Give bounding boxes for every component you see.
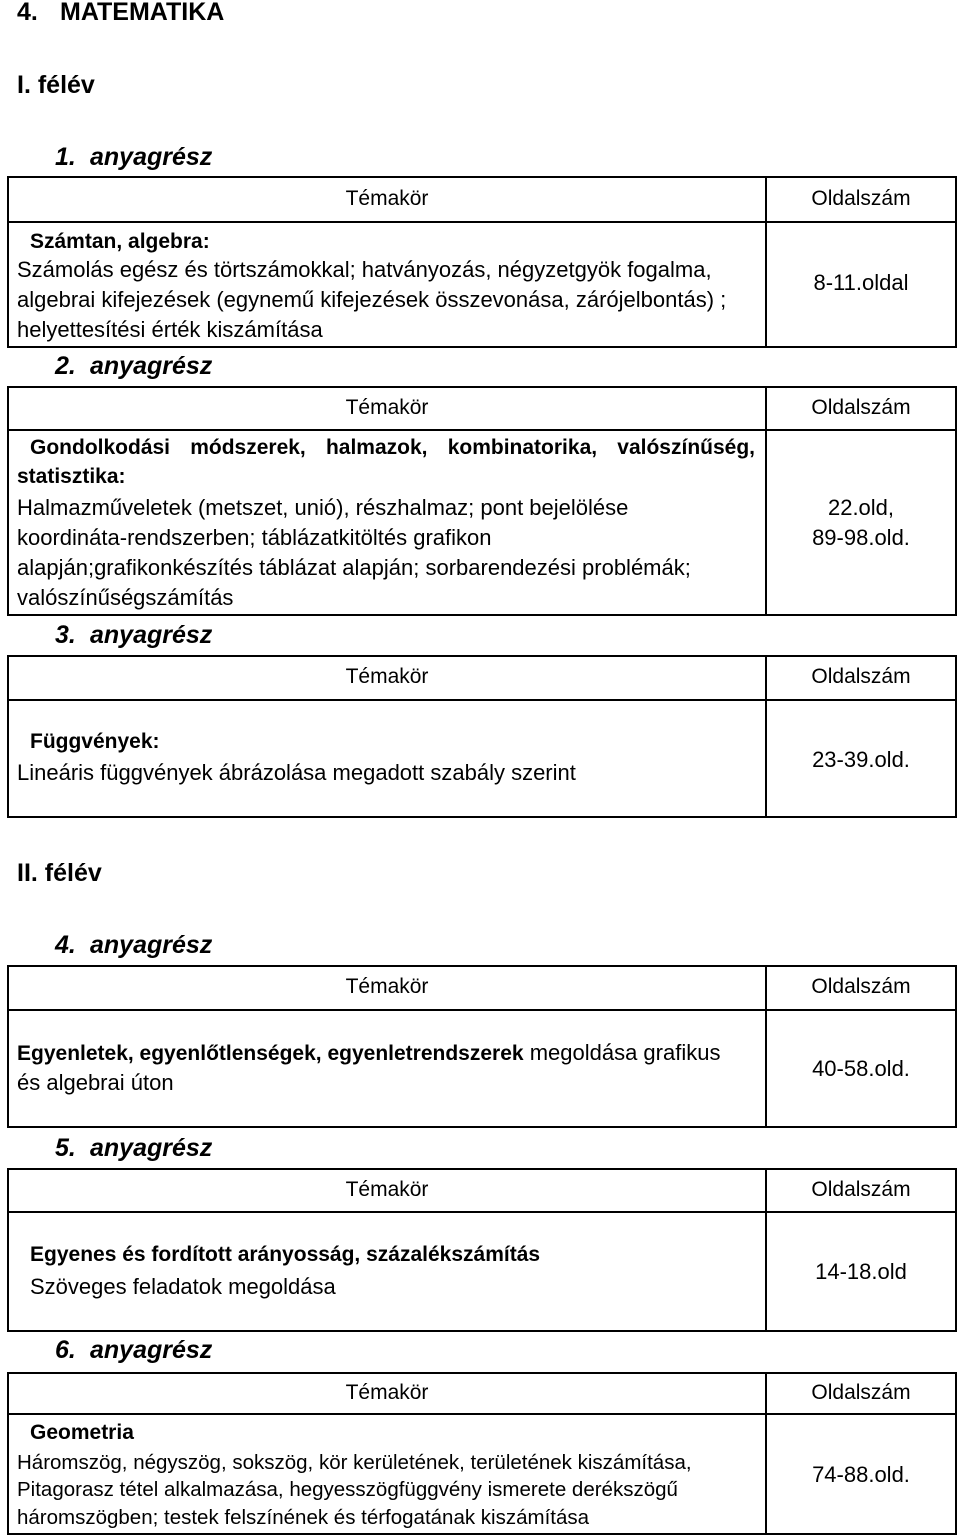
column-header-topic: Témakör: [345, 1178, 429, 1201]
section-heading: [55, 930, 212, 960]
section-heading: [55, 351, 212, 381]
semester-title: II. félév: [17, 859, 102, 887]
section-heading: [55, 1133, 212, 1163]
section-number: 1.: [55, 143, 76, 171]
section-number: 6.: [55, 1336, 76, 1364]
topic-line: Szöveges feladatok megoldása: [30, 1274, 336, 1299]
section-label: anyagrész: [90, 1336, 213, 1364]
topic-line-continuation: megoldása grafikus: [529, 1040, 721, 1065]
topic-table: [7, 965, 957, 1128]
page-reference: 14-18.old: [815, 1259, 907, 1284]
topic-line: helyettesítési érték kiszámítása: [17, 317, 323, 342]
topic-line: Lineáris függvények ábrázolása megadott szabály szerint: [17, 760, 576, 785]
page-reference: 89-98.old.: [812, 525, 910, 550]
topic-title: Geometria: [30, 1421, 134, 1444]
page-reference: 23-39.old.: [812, 747, 910, 772]
header-divider: [9, 1413, 955, 1415]
topic-line: Háromszög, négyszög, sokszög, kör kerületének, területének kiszámítása,: [17, 1451, 692, 1474]
topic-line: koordináta-rendszerben; táblázatkitöltés grafikon: [17, 525, 492, 550]
topic-title: Egyenes és fordított arányosság, százalékszámítás: [30, 1243, 541, 1266]
header-divider: [9, 1211, 955, 1213]
column-header-topic: Témakör: [345, 1381, 429, 1404]
column-header-pages: Oldalszám: [811, 1178, 911, 1201]
chapter-heading: [17, 0, 224, 27]
column-header-pages: Oldalszám: [811, 396, 911, 419]
header-divider: [9, 221, 955, 223]
header-divider: [9, 1009, 955, 1011]
topic-line: Halmazműveletek (metszet, unió), részhalmaz; pont bejelölése: [17, 495, 629, 520]
topic-table: [7, 1372, 957, 1535]
column-header-pages: Oldalszám: [811, 187, 911, 210]
section-label: anyagrész: [90, 352, 213, 380]
header-divider: [9, 429, 955, 431]
topic-line: Pitagorasz tétel alkalmazása, hegyesszögfüggvény ismerete derékszögű: [17, 1478, 678, 1501]
section-number: 5.: [55, 1134, 76, 1162]
topic-line: alapján;grafikonkészítés táblázat alapján; sorbarendezési problémák;: [17, 555, 691, 580]
section-label: anyagrész: [90, 1134, 213, 1162]
topic-table: [7, 386, 957, 616]
header-divider: [9, 699, 955, 701]
column-header-pages: Oldalszám: [811, 665, 911, 688]
section-label: anyagrész: [90, 143, 213, 171]
section-label: anyagrész: [90, 621, 213, 649]
topic-title: Számtan, algebra:: [30, 230, 210, 253]
section-number: 4.: [55, 931, 76, 959]
topic-line: algebrai kifejezések (egynemű kifejezések összevonása, zárójelbontás) ;: [17, 287, 727, 312]
section-heading: [55, 142, 212, 172]
column-header-topic: Témakör: [345, 187, 429, 210]
topic-title: Egyenletek, egyenlőtlenségek, egyenletrendszerek: [17, 1042, 524, 1065]
page-reference: 22.old,: [827, 495, 895, 520]
section-number: 2.: [55, 352, 76, 380]
column-header-topic: Témakör: [345, 665, 429, 688]
chapter-title: MATEMATIKA: [60, 0, 225, 26]
topic-table: [7, 1168, 957, 1332]
column-header-pages: Oldalszám: [811, 975, 911, 998]
semester-title: I. félév: [17, 71, 95, 99]
topic-table: [7, 655, 957, 818]
topic-line: és algebrai úton: [17, 1070, 174, 1095]
chapter-number: 4.: [17, 0, 38, 26]
topic-table: [7, 176, 957, 348]
topic-line: valószínűségszámítás: [17, 585, 234, 610]
topic-title: Függvények:: [30, 730, 160, 753]
column-header-topic: Témakör: [345, 396, 429, 419]
page-reference: 74-88.old.: [812, 1462, 910, 1487]
column-header-topic: Témakör: [345, 975, 429, 998]
section-heading: [55, 1335, 212, 1365]
section-label: anyagrész: [90, 931, 213, 959]
page-reference: 8-11.oldal: [813, 270, 909, 295]
section-heading: [55, 620, 212, 650]
topic-title: Gondolkodási módszerek, halmazok, kombinatorika, valószínűség,: [30, 436, 755, 459]
column-header-pages: Oldalszám: [811, 1381, 911, 1404]
topic-line: háromszögben; testek felszínének és térfogatának kiszámítása: [17, 1506, 590, 1529]
topic-title: statisztika:: [17, 465, 126, 488]
section-number: 3.: [55, 621, 76, 649]
topic-line: [17, 1039, 720, 1068]
page-reference: 40-58.old.: [812, 1056, 910, 1081]
topic-line: Számolás egész és törtszámokkal; hatványozás, négyzetgyök fogalma,: [17, 257, 712, 282]
